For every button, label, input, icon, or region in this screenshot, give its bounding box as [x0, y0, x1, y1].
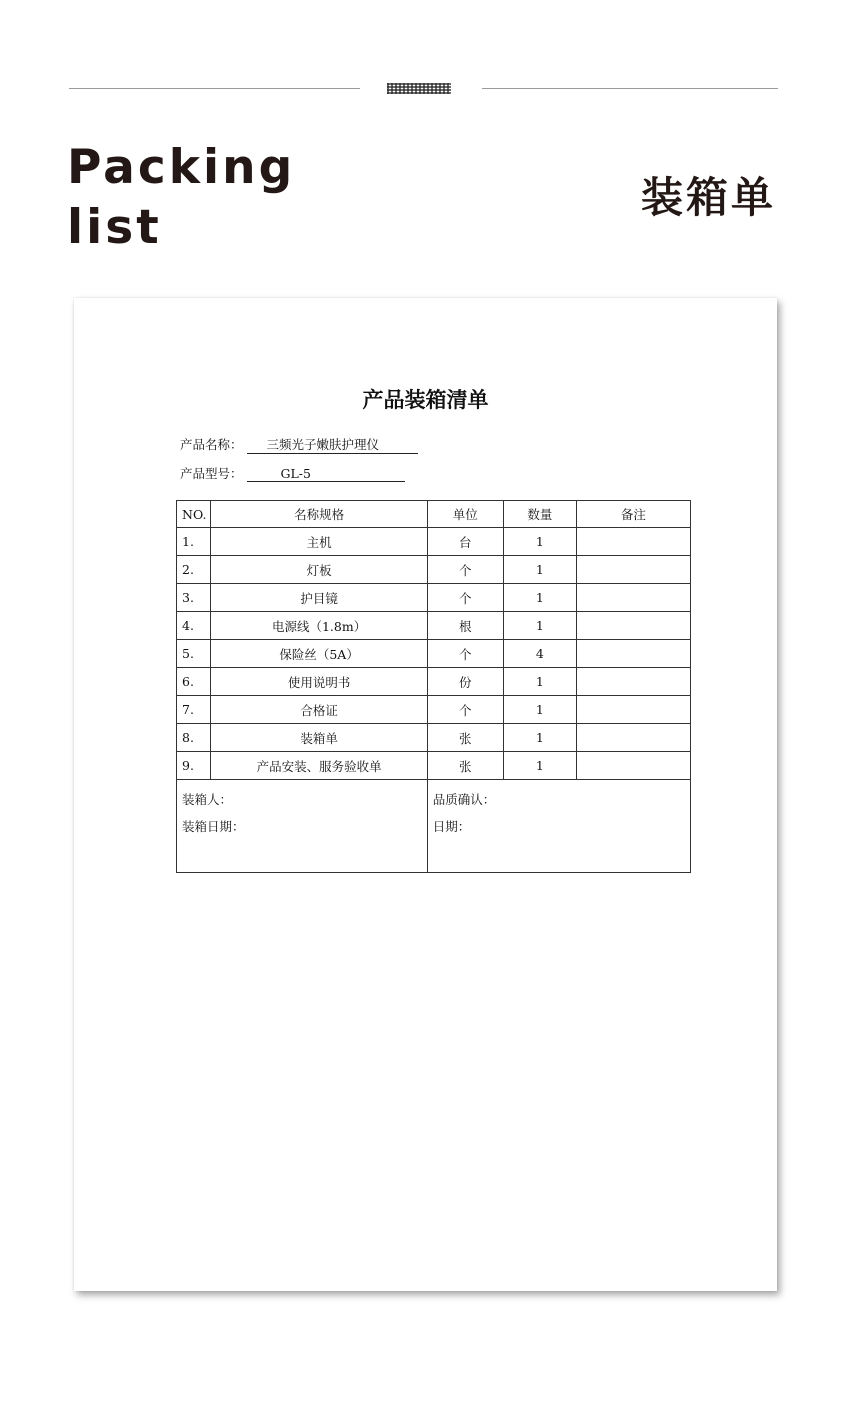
title-en-line2: list	[67, 200, 162, 255]
cell-qty: 1	[503, 752, 576, 780]
cell-no: 5.	[177, 640, 211, 668]
cell-note	[576, 696, 690, 724]
header-unit: 单位	[427, 501, 503, 528]
table-row	[177, 724, 691, 752]
table-row	[177, 640, 691, 668]
document-title: 产品装箱清单	[362, 387, 489, 412]
header-note: 备注	[576, 501, 690, 528]
cell-no: 8.	[177, 724, 211, 752]
header-qty: 数量	[503, 501, 576, 528]
cell-name: 保险丝（5A）	[211, 640, 427, 668]
cell-name: 护目镜	[211, 584, 427, 612]
top-divider-left	[69, 88, 360, 89]
table-row	[177, 668, 691, 696]
cell-qty: 1	[503, 556, 576, 584]
cell-note	[576, 612, 690, 640]
cell-name: 装箱单	[211, 724, 427, 752]
cell-unit: 个	[427, 584, 503, 612]
product-name-label: 产品名称：	[180, 437, 243, 452]
cell-name: 主机	[211, 528, 427, 556]
table-row	[177, 696, 691, 724]
cell-no: 7.	[177, 696, 211, 724]
cell-qty: 1	[503, 584, 576, 612]
table-row	[177, 528, 691, 556]
cell-note	[576, 724, 690, 752]
table-header-row	[177, 501, 691, 528]
cell-note	[576, 640, 690, 668]
cell-note	[576, 528, 690, 556]
date-label: 日期：	[432, 819, 471, 834]
table-row	[177, 612, 691, 640]
cell-note	[576, 556, 690, 584]
cell-no: 6.	[177, 668, 211, 696]
qc-label: 品质确认：	[432, 792, 496, 807]
cell-name: 产品安装、服务验收单	[211, 752, 427, 780]
cell-name: 合格证	[211, 696, 427, 724]
cell-name: 使用说明书	[211, 668, 427, 696]
packer-label: 装箱人：	[182, 792, 233, 807]
cell-unit: 个	[427, 556, 503, 584]
cell-name: 灯板	[211, 556, 427, 584]
cell-unit: 个	[427, 696, 503, 724]
cell-unit: 张	[427, 752, 503, 780]
cell-no: 3.	[177, 584, 211, 612]
cell-name: 电源线（1.8m）	[211, 612, 427, 640]
header-name: 名称规格	[211, 501, 427, 528]
packer-signature-cell	[177, 780, 428, 873]
product-model-field	[180, 464, 405, 482]
cell-note	[576, 752, 690, 780]
cell-unit: 根	[427, 612, 503, 640]
product-name-value: 三频光子嫩肤护理仪	[247, 435, 418, 454]
title-en-line1: Packing	[67, 140, 296, 195]
table-row	[177, 752, 691, 780]
cell-qty: 1	[503, 724, 576, 752]
table-row	[177, 584, 691, 612]
cell-unit: 份	[427, 668, 503, 696]
cell-no: 1.	[177, 528, 211, 556]
cell-qty: 1	[503, 668, 576, 696]
cell-unit: 张	[427, 724, 503, 752]
table-row	[177, 556, 691, 584]
cell-note	[576, 668, 690, 696]
signature-row	[177, 780, 691, 873]
page-title-chinese: 装箱单	[640, 173, 776, 222]
cell-no: 9.	[177, 752, 211, 780]
pack-date-label: 装箱日期：	[182, 819, 245, 834]
cell-no: 2.	[177, 556, 211, 584]
divider-ornament-icon	[387, 83, 451, 94]
packing-table	[176, 500, 691, 873]
top-divider-right	[482, 88, 778, 89]
cell-qty: 1	[503, 612, 576, 640]
header-no: NO.	[177, 501, 211, 528]
product-model-label: 产品型号：	[180, 466, 243, 481]
cell-unit: 台	[427, 528, 503, 556]
cell-note	[576, 584, 690, 612]
cell-qty: 1	[503, 696, 576, 724]
product-model-value: GL-5	[247, 466, 405, 482]
qc-signature-cell	[427, 780, 690, 873]
page-title-english	[67, 138, 295, 258]
product-name-field	[180, 435, 418, 454]
cell-no: 4.	[177, 612, 211, 640]
packing-list-sheet	[74, 298, 777, 1291]
cell-qty: 4	[503, 640, 576, 668]
cell-qty: 1	[503, 528, 576, 556]
cell-unit: 个	[427, 640, 503, 668]
